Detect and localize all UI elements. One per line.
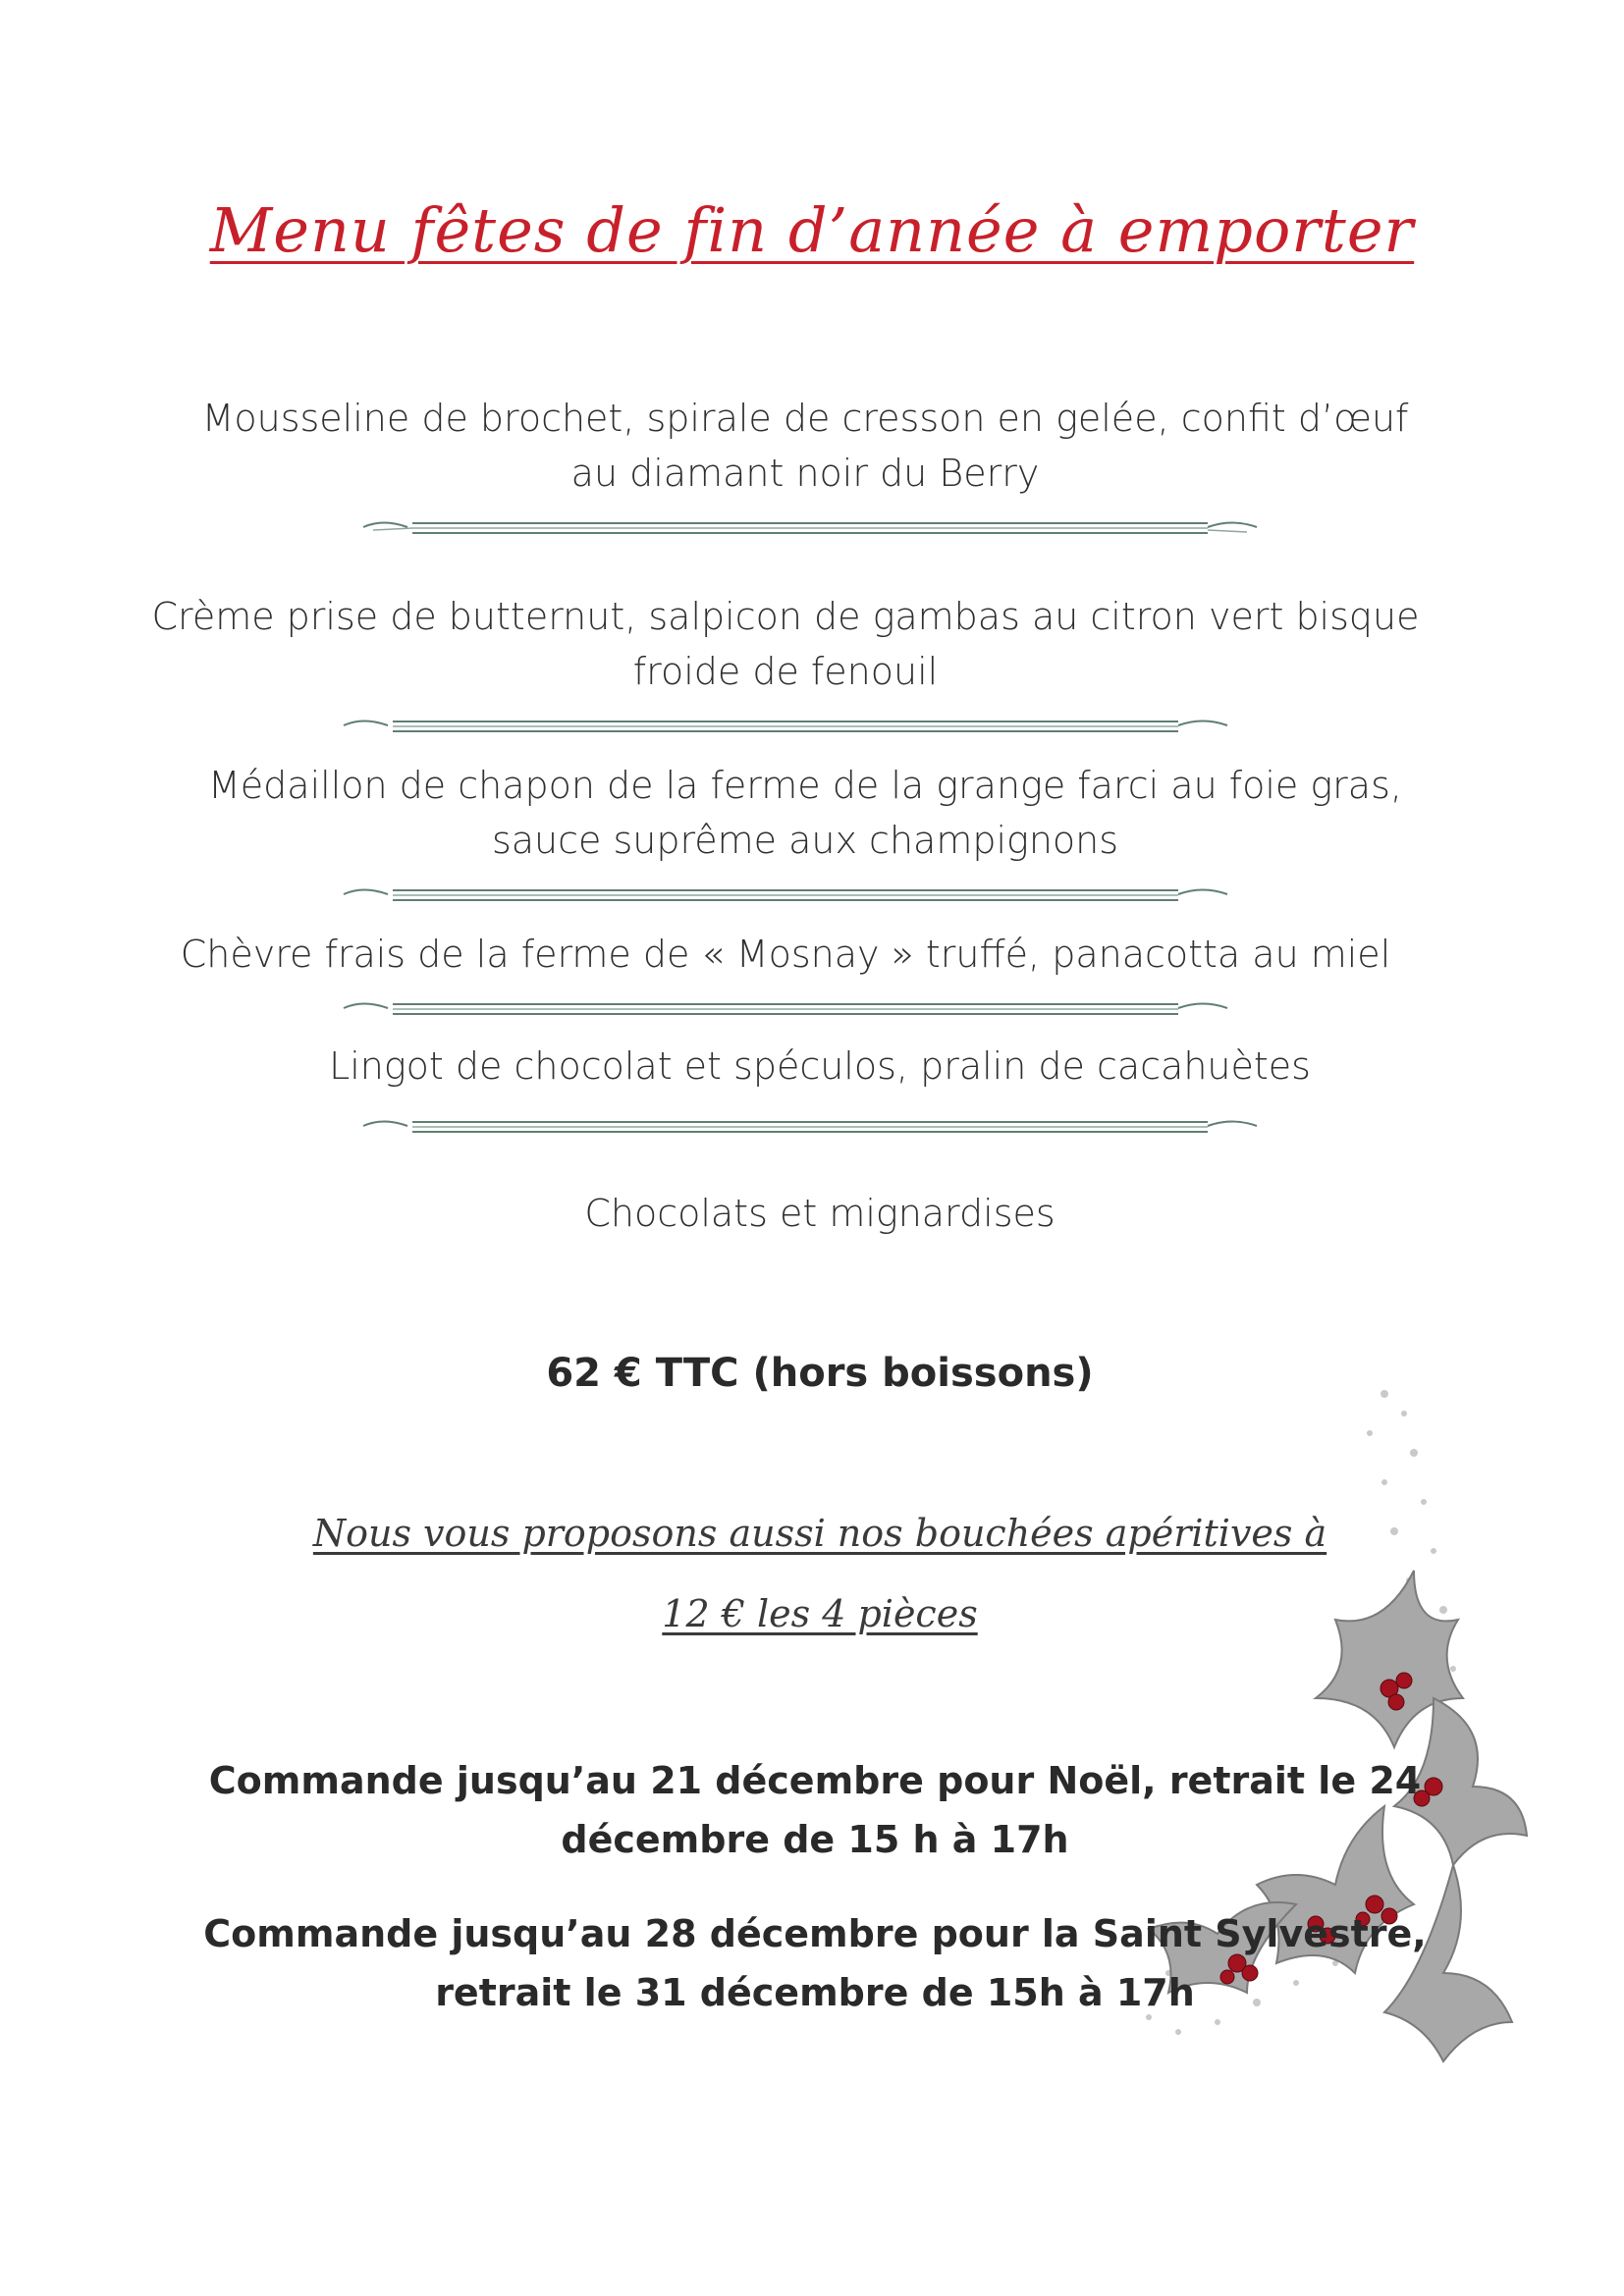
course-starter-1: Mousseline de brochet, spirale de cresson en gelée, confit d’œuf au diamant noir du Berry	[201, 397, 1409, 495]
appetizer-offer-line-2: 12 € les 4 pièces	[662, 1592, 978, 1635]
course-petits-fours: Chocolats et mignardises	[584, 1192, 1056, 1235]
ornamental-divider	[334, 881, 1237, 907]
course-dessert: Lingot de chocolat et spéculos, pralin de cacahuètes	[329, 1044, 1311, 1088]
appetizer-offer-line-1: Nous vous proposons aussi nos bouchées apéritives à	[312, 1512, 1327, 1555]
ornamental-divider	[334, 713, 1237, 738]
menu-price: 62 € TTC (hors boissons)	[546, 1351, 1094, 1396]
christmas-order-info: Commande jusqu’au 21 décembre pour Noël, retrait le 24 décembre de 15 h à 17h	[208, 1759, 1422, 1861]
ornamental-divider	[353, 514, 1267, 540]
ornamental-divider	[353, 1113, 1267, 1139]
course-starter-2: Crème prise de butternut, salpicon de gambas au citron vert bisque froide de fenouil	[151, 595, 1420, 693]
course-cheese: Chèvre frais de la ferme de « Mosnay » truffé, panacotta au miel	[180, 933, 1391, 976]
new-year-order-info: Commande jusqu’au 28 décembre pour la Saint Sylvestre, retrait le 31 décembre de 15h à 17h	[203, 1912, 1427, 2014]
course-main: Médaillon de chapon de la ferme de la grange farci au foie gras, sauce suprême aux champignons	[208, 764, 1402, 862]
menu-title: Menu fêtes de fin d’année à emporter	[209, 194, 1415, 266]
ornamental-divider	[334, 995, 1237, 1021]
